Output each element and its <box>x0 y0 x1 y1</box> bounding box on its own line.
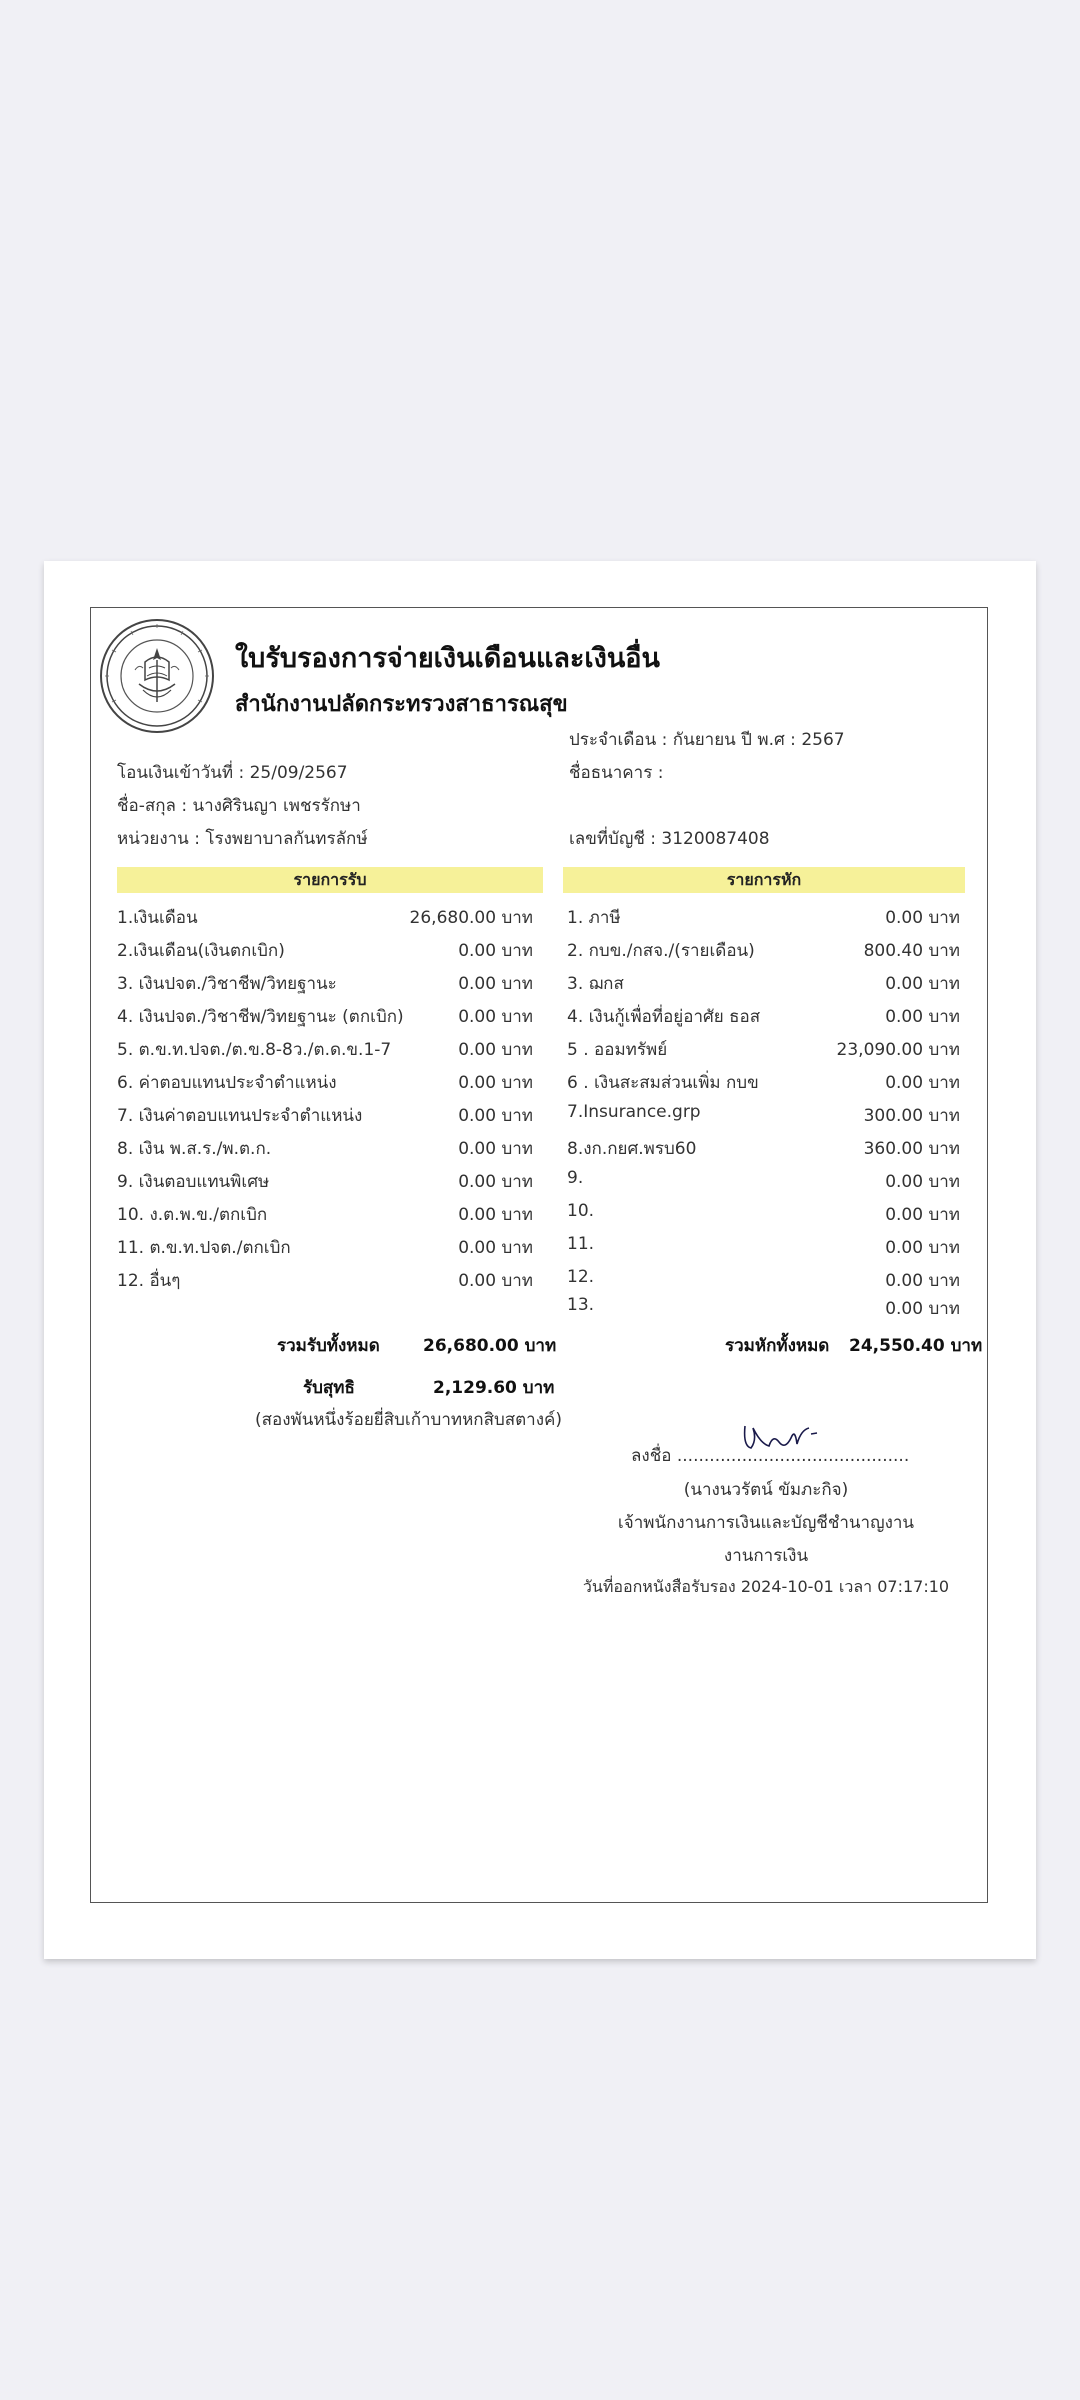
deduction-row: 13. 0.00 บาท <box>567 1295 960 1319</box>
net-pay-value: 2,129.60 บาท <box>433 1378 555 1398</box>
deduction-row: 8.งก.กยศ.พรบ60 360.00 บาท <box>567 1139 960 1159</box>
deduction-total-label: รวมหักทั้งหมด <box>725 1336 830 1356</box>
income-row: 6. ค่าตอบแทนประจำตำแหน่ง 0.00 บาท <box>117 1073 533 1093</box>
deduction-heading: รายการหัก <box>563 867 965 893</box>
income-row: 9. เงินตอบแทนพิเศษ 0.00 บาท <box>117 1172 533 1192</box>
signature-line: ลงชื่อ ........................................... <box>631 1446 910 1466</box>
deduction-row: 1. ภาษี 0.00 บาท <box>567 908 960 928</box>
income-heading: รายการรับ <box>117 867 543 893</box>
income-row: 10. ง.ต.พ.ข./ตกเบิก 0.00 บาท <box>117 1205 533 1225</box>
deduction-row: 12. 0.00 บาท <box>567 1267 960 1291</box>
income-row: 3. เงินปจต./วิชาชีพ/วิทยฐานะ 0.00 บาท <box>117 974 533 994</box>
work-unit: หน่วยงาน : โรงพยาบาลกันทรลักษ์ <box>117 829 368 849</box>
deduction-row: 9. 0.00 บาท <box>567 1168 960 1192</box>
net-pay-words: (สองพันหนึ่งร้อยยี่สิบเก้าบาทหกสิบสตางค์) <box>255 1410 563 1430</box>
issue-timestamp: วันที่ออกหนังสือรับรอง 2024-10-01 เวลา 07:17:10 <box>582 1577 950 1596</box>
certificate-frame <box>90 607 988 1903</box>
deduction-row: 10. 0.00 บาท <box>567 1201 960 1225</box>
signer-name: (นางนวรัตน์ ขัมภะกิจ) <box>683 1480 849 1500</box>
deduction-row: 7.Insurance.grp 300.00 บาท <box>567 1102 960 1126</box>
pay-period: ประจำเดือน : กันยายน ปี พ.ศ : 2567 <box>569 730 845 750</box>
net-pay-label: รับสุทธิ <box>303 1378 355 1398</box>
deduction-row: 11. 0.00 บาท <box>567 1234 960 1258</box>
deduction-row: 3. ฌกส 0.00 บาท <box>567 974 960 994</box>
transfer-date: โอนเงินเข้าวันที่ : 25/09/2567 <box>117 763 348 783</box>
deduction-row: 4. เงินกู้เพื่อที่อยู่อาศัย ธอส 0.00 บาท <box>567 1007 960 1027</box>
signer-position: เจ้าพนักงานการเงินและบัญชีชำนาญงาน <box>617 1513 915 1533</box>
income-row: 4. เงินปจต./วิชาชีพ/วิทยฐานะ (ตกเบิก) 0.00 บาท <box>117 1007 533 1027</box>
income-row: 12. อื่นๆ 0.00 บาท <box>117 1271 533 1291</box>
income-total-value: 26,680.00 บาท <box>423 1336 557 1356</box>
deduction-total-value: 24,550.40 บาท <box>849 1336 983 1356</box>
income-row: 5. ต.ข.ท.ปจต./ต.ข.8-8ว./ต.ด.ข.1-7 0.00 บาท <box>117 1040 533 1060</box>
bank-name: ชื่อธนาคาร : <box>569 763 664 783</box>
deduction-row: 5 . ออมทรัพย์ 23,090.00 บาท <box>567 1040 960 1060</box>
income-row: 8. เงิน พ.ส.ร./พ.ต.ก. 0.00 บาท <box>117 1139 533 1159</box>
deduction-row: 2. กบข./กสจ./(รายเดือน) 800.40 บาท <box>567 941 960 961</box>
certificate-sheet <box>44 561 1036 1959</box>
account-number: เลขที่บัญชี : 3120087408 <box>569 829 770 849</box>
income-row: 2.เงินเดือน(เงินตกเบิก) 0.00 บาท <box>117 941 533 961</box>
signer-department: งานการเงิน <box>723 1546 809 1566</box>
employee-name: ชื่อ-สกุล : นางศิรินญา เพชรรักษา <box>117 796 361 816</box>
document-title: ใบรับรองการจ่ายเงินเดือนและเงินอื่น <box>235 643 660 674</box>
income-row: 7. เงินค่าตอบแทนประจำตำแหน่ง 0.00 บาท <box>117 1106 533 1126</box>
deduction-row: 6 . เงินสะสมส่วนเพิ่ม กบข 0.00 บาท <box>567 1073 960 1093</box>
income-row: 11. ต.ข.ท.ปจต./ตกเบิก 0.00 บาท <box>117 1238 533 1258</box>
income-row: 1.เงินเดือน 26,680.00 บาท <box>117 908 533 928</box>
document-subtitle: สำนักงานปลัดกระทรวงสาธารณสุข <box>235 692 568 717</box>
ministry-seal-logo <box>99 618 215 734</box>
income-total-label: รวมรับทั้งหมด <box>277 1336 380 1356</box>
